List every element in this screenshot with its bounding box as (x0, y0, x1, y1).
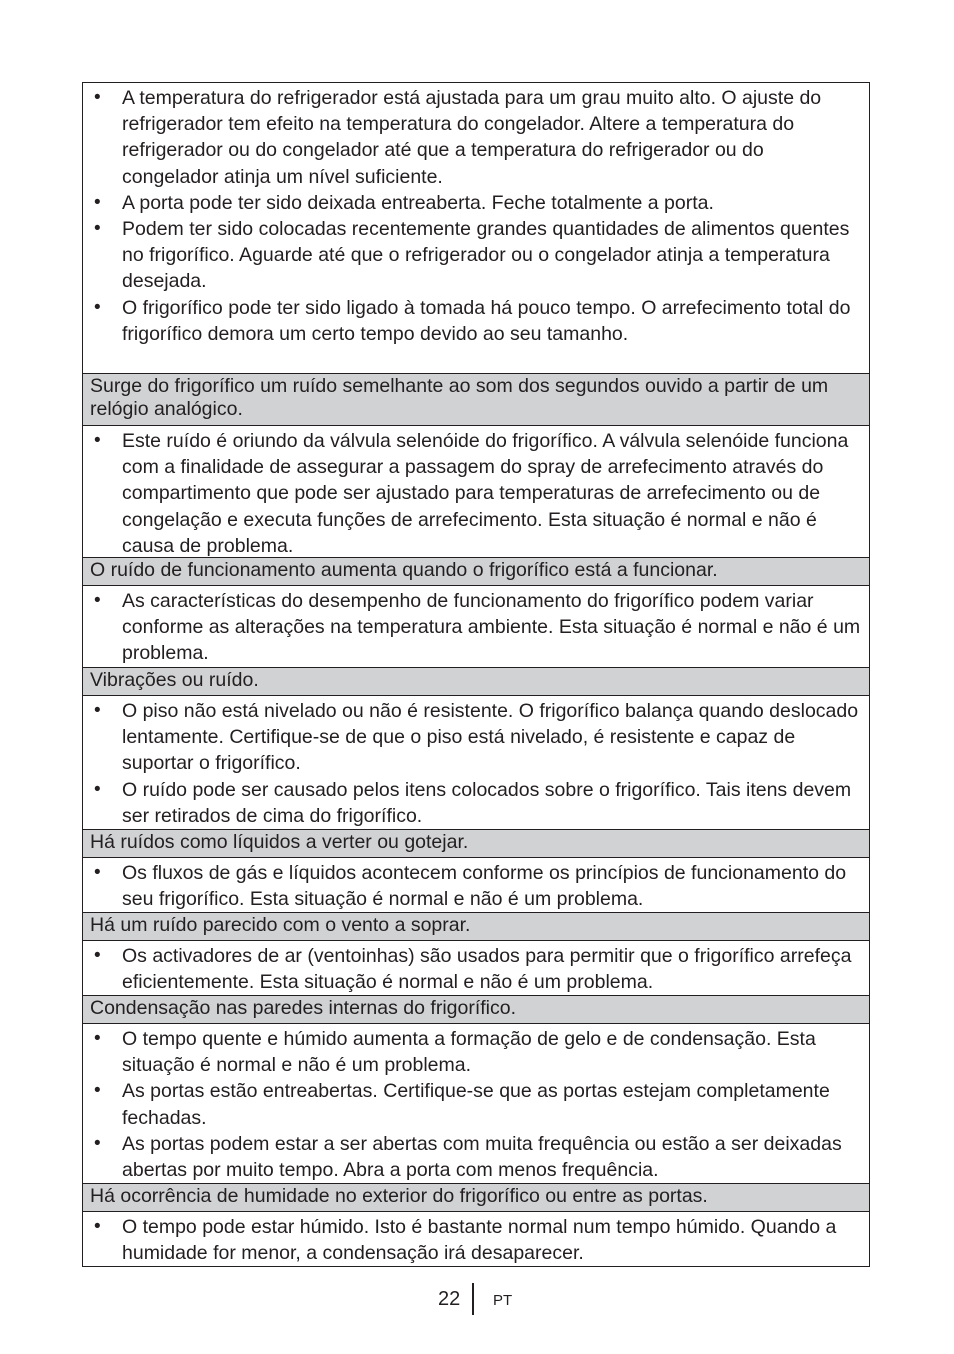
bullet-icon: • (94, 1216, 101, 1237)
list-item (90, 698, 861, 777)
bullet-icon: • (94, 778, 101, 800)
footer-divider (472, 1283, 474, 1315)
list-item (90, 943, 861, 995)
section-header: Condensação nas paredes internas do frigorífico. (83, 995, 869, 1023)
bullet-icon: • (94, 862, 101, 883)
section-0-body (83, 83, 869, 373)
list-item-text: As portas podem estar a ser abertas com muita frequência ou estão a ser deixadas abertas por muito tempo. Abra a porta com menos frequência. (122, 1132, 842, 1182)
list-item (90, 1131, 861, 1183)
list-item (90, 1078, 861, 1130)
list-item-text: Os fluxos de gás e líquidos acontecem conforme os princípios de funcionamento do seu frigorífico. Esta situação é normal e não é um problema. (122, 862, 847, 911)
list-item-text: A temperatura do refrigerador está ajustada para um grau muito alto. O ajuste do refrigerador tem efeito na temperatura do congelador. Altere a temperatura do refrigerador ou do congelador até que a temperatura do refrigerador ou do congelador atinja um nível suficiente. (122, 87, 822, 188)
section-4-body (83, 857, 869, 912)
list-item-text: O tempo pode estar húmido. Isto é bastante normal num tempo húmido. Quando a humidade for menor, a condensação irá desaparecer. (122, 1216, 837, 1265)
section-header: Há um ruído parecido com o vento a soprar. (83, 912, 869, 940)
list-item (90, 428, 861, 559)
list-item (90, 1026, 861, 1078)
section-2-body (83, 585, 869, 667)
list-item (90, 860, 861, 912)
list-item-text: Podem ter sido colocadas recentemente grandes quantidades de alimentos quentes no frigorífico. Aguarde até que o refrigerador ou o congelador atinja a temperatura desejada. (122, 218, 850, 293)
bullet-icon: • (94, 430, 101, 451)
list-item (90, 190, 861, 216)
bullet-icon: • (94, 945, 101, 966)
list-item-text: O frigorífico pode ter sido ligado à tomada há pouco tempo. O arrefecimento total do frigorífico demora um certo tempo devido ao seu tamanho. (122, 296, 851, 345)
section-header: Há ocorrência de humidade no exterior do frigorífico ou entre as portas. (83, 1183, 869, 1211)
list-item (90, 85, 861, 190)
bullet-icon: • (94, 700, 101, 721)
page-number: 22 (438, 1288, 461, 1310)
section-1-body (83, 425, 869, 557)
list-item (90, 588, 861, 667)
section-header: O ruído de funcionamento aumenta quando o frigorífico está a funcionar. (83, 557, 869, 585)
list-item-text: As características do desempenho de funcionamento do frigorífico podem variar conforme as alterações na temperatura ambiente. Esta situação é normal e não é um problema. (122, 590, 861, 665)
bullet-icon: • (94, 87, 101, 108)
section-3-body (83, 695, 869, 829)
section-header: Surge do frigorífico um ruído semelhante ao som dos segundos ouvido a partir de um relógio analógico. (83, 373, 869, 425)
list-item (90, 216, 861, 295)
list-item-text: Este ruído é oriundo da válvula selenóide do frigorífico. A válvula selenóide funciona com a finalidade de assegurar a passagem do spray de arrefecimento através do compartimento que pode ser ajustado para temperaturas de arrefecimento ou de congelação e executa funções de arrefecimento. Esta situação é normal e não é causa de problema. (122, 430, 849, 557)
bullet-icon: • (94, 1080, 101, 1102)
list-item (90, 1214, 861, 1266)
section-6-body (83, 1023, 869, 1183)
section-header: Vibrações ou ruído. (83, 667, 869, 695)
section-7-body (83, 1211, 869, 1266)
list-item-text: O piso não está nivelado ou não é resistente. O frigorífico balança quando deslocado lentamente. Certifique-se de que o piso está nivelado, é resistente e capaz de suportar o frigorífico. (122, 700, 859, 775)
bullet-icon: • (94, 590, 101, 611)
list-item-text: Os activadores de ar (ventoinhas) são usados para permitir que o frigorífico arrefeça eficientemente. Esta situação é normal e não é um problema. (122, 945, 852, 994)
page-footer (0, 1283, 954, 1315)
list-item (90, 295, 861, 347)
list-item (90, 777, 861, 829)
section-header: Há ruídos como líquidos a verter ou gotejar. (83, 829, 869, 857)
bullet-icon: • (94, 191, 101, 213)
list-item-text: A porta pode ter sido deixada entreaberta. Feche totalmente a porta. (122, 191, 714, 214)
bullet-icon: • (94, 1132, 101, 1154)
list-item-text: As portas estão entreabertas. Certifique-se que as portas estejam completamente fechadas. (122, 1080, 830, 1129)
bullet-icon: • (94, 1028, 101, 1049)
bullet-icon: • (94, 218, 101, 240)
bullet-icon: • (94, 296, 101, 318)
language-code: PT (493, 1292, 513, 1309)
troubleshooting-table (82, 82, 870, 1267)
list-item-text: O tempo quente e húmido aumenta a formação de gelo e de condensação. Esta situação é normal e não é um problema. (122, 1028, 816, 1077)
list-item-text: O ruído pode ser causado pelos itens colocados sobre o frigorífico. Tais itens devem ser retirados de cima do frigorífico. (122, 778, 852, 827)
section-5-body (83, 940, 869, 995)
